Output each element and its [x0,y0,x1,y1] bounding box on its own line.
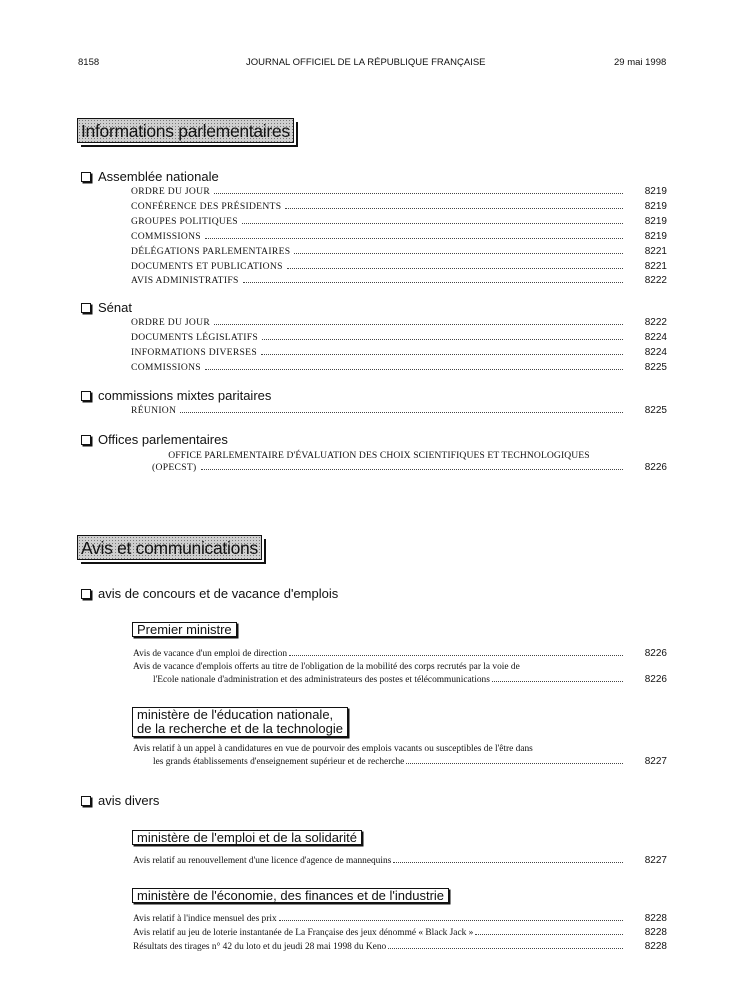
avis-entry-text-cont: l'Ecole nationale d'administration et des administrateurs des postes et télécommunications [153,674,490,685]
toc-entry[interactable] [131,362,667,374]
toc-entry-label-cont: (OPECST) [152,462,197,473]
section-banner-avis: Avis et communications [77,535,262,560]
toc-entry-page: 8225 [644,361,667,373]
toc-entry-page: 8225 [644,405,667,416]
avis-entry-page: 8226 [644,673,667,685]
subsection-title: commissions mixtes paritaires [98,388,272,403]
leader-dots [261,354,623,355]
toc-entry-page: 8226 [644,462,667,473]
toc-entry[interactable] [131,261,667,273]
leader-dots [279,920,623,921]
avis-entry-page: 8228 [644,913,667,924]
leader-dots [205,238,623,239]
avis-entry-page: 8228 [644,927,667,938]
toc-entry-label: INFORMATIONS DIVERSES [131,346,257,358]
checkbox-icon [81,435,91,445]
checkbox-icon [81,303,91,313]
ministry-box-education [132,707,348,737]
toc-entry-page: 8222 [644,317,667,328]
toc-entry-label: COMMISSIONS [131,361,201,373]
subsection-concours [81,586,338,601]
checkbox-icon [81,391,91,401]
toc-entry-page: 8224 [644,346,667,358]
toc-entry-label: RÉUNION [131,405,177,416]
leader-dots [393,862,623,863]
toc-entry[interactable] [131,332,667,344]
toc-entry-label: ORDRE DU JOUR [131,186,211,197]
subsection-title: Assemblée nationale [98,169,219,184]
section-banner-informations: Informations parlementaires [77,118,294,143]
avis-entry-text-cont: les grands établissements d'enseignement supérieur et de recherche [153,756,405,767]
toc-entry[interactable] [131,405,667,417]
leader-dots [180,412,623,413]
toc-entry-label: DOCUMENTS ET PUBLICATIONS [131,260,283,272]
toc-entry[interactable] [131,317,667,329]
toc-entry-page: 8219 [644,230,667,242]
toc-entry[interactable] [131,275,667,287]
leader-dots [214,324,623,325]
avis-entry-keno[interactable] [133,941,667,954]
avis-entry-mannequins[interactable] [133,855,667,868]
avis-entry-text: Avis relatif au jeu de loterie instantanée de La Française des jeux dénommé « Black Jack » [133,928,474,938]
subsection-title: Sénat [98,300,132,315]
toc-entry-label: OFFICE PARLEMENTAIRE D'ÉVALUATION DES CHOIX SCIENTIFIQUES ET TECHNOLOGIQUES [168,450,590,461]
checkbox-icon [81,796,91,806]
ministry-box-emploi: ministère de l'emploi et de la solidarité [132,830,362,845]
toc-entry[interactable] [131,201,667,213]
leader-dots [294,253,623,254]
issue-date: 29 mai 1998 [614,57,667,68]
leader-dots [201,469,623,470]
avis-entry-page: 8227 [644,855,667,866]
leader-dots [388,948,623,949]
avis-entry-text: Avis relatif au renouvellement d'une licence d'agence de mannequins [133,856,392,866]
avis-entry-text: Résultats des tirages n° 42 du loto et du jeudi 28 mai 1998 du Keno [133,942,387,952]
toc-entry-page: 8221 [644,245,667,257]
toc-entry[interactable] [131,231,667,243]
toc-entry[interactable] [131,186,667,198]
avis-entry-page: 8227 [644,755,667,767]
toc-entry-label: DÉLÉGATIONS PARLEMENTAIRES [131,245,291,257]
subsection-cmp [81,388,271,403]
toc-entry-label: DOCUMENTS LÉGISLATIFS [131,331,259,343]
leader-dots [289,655,623,656]
subsection-title: avis de concours et de vacance d'emplois [98,586,339,601]
subsection-title: Offices parlementaires [98,432,228,447]
toc-entry-page: 8224 [644,331,667,343]
subsection-assemblee [81,169,219,184]
ministry-name-line: de la recherche et de la technologie [137,721,343,736]
toc-entry-page: 8222 [644,275,667,287]
ministry-box-economie: ministère de l'économie, des finances et de l'industrie [132,888,449,903]
avis-entry-appel-candidatures[interactable] [133,744,667,768]
ministry-name-line: ministère de l'éducation nationale, [137,707,334,722]
toc-entry-label: CONFÉRENCE DES PRÉSIDENTS [131,200,282,212]
avis-entry-page: 8226 [644,648,667,659]
toc-entry-opecst[interactable] [131,450,667,474]
avis-entry-indice-prix[interactable] [133,913,667,926]
journal-title: JOURNAL OFFICIEL DE LA RÉPUBLIQUE FRANÇAISE [246,57,486,68]
avis-entry-text: Avis relatif à l'indice mensuel des prix [133,914,277,924]
toc-entry[interactable] [131,246,667,258]
subsection-divers [81,793,159,808]
leader-dots [205,369,623,370]
checkbox-icon [81,589,91,599]
leader-dots [243,282,623,283]
leader-dots [262,339,623,340]
avis-entry-mobilite[interactable] [133,662,667,686]
toc-entry-page: 8219 [644,200,667,212]
toc-entry-page: 8219 [644,186,667,197]
avis-entry-vacance-direction[interactable] [133,648,667,661]
leader-dots [242,223,623,224]
leader-dots [214,193,623,194]
avis-entry-page: 8228 [644,941,667,952]
avis-entry-text: Avis de vacance d'un emploi de direction [133,649,288,659]
ministry-box-premier-ministre: Premier ministre [132,622,237,637]
toc-entry-page: 8219 [644,215,667,227]
toc-entry[interactable] [131,216,667,228]
leader-dots [406,763,623,764]
leader-dots [475,934,623,935]
toc-entry-label: COMMISSIONS [131,230,201,242]
toc-entry-label: GROUPES POLITIQUES [131,215,238,227]
toc-entry-label: AVIS ADMINISTRATIFS [131,275,239,287]
toc-entry-label: ORDRE DU JOUR [131,317,211,328]
subsection-senat [81,300,132,315]
leader-dots [287,268,623,269]
avis-entry-black-jack[interactable] [133,927,667,940]
toc-entry-page: 8221 [644,260,667,272]
toc-entry[interactable] [131,347,667,359]
subsection-offices [81,432,228,447]
subsection-title: avis divers [98,793,160,808]
page-number: 8158 [78,57,100,68]
checkbox-icon [81,172,91,182]
leader-dots [285,208,623,209]
leader-dots [492,681,623,682]
avis-entry-text: Avis relatif à un appel à candidatures en vue de pourvoir des emplois vacants ou susceptibles de l'être dans [133,744,533,754]
avis-entry-text: Avis de vacance d'emplois offerts au titre de l'obligation de la mobilité des corps recrutés par la voie de [133,662,520,672]
